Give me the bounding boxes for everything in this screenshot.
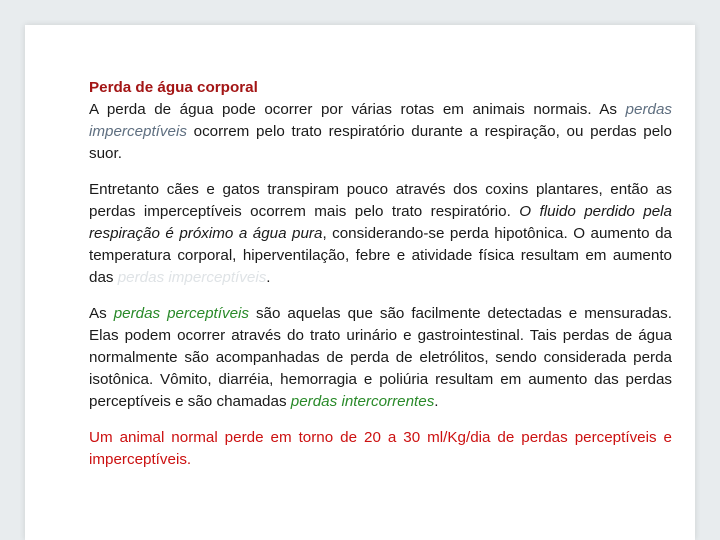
slide-content <box>89 77 672 471</box>
slide <box>25 25 695 540</box>
p1-rest: ocorrem pelo trato respiratório durante a respiração, ou perdas pelo suor. <box>89 123 672 162</box>
paragraph-3 <box>89 303 672 413</box>
p1-highlight: perdas imperceptíveis <box>89 101 672 140</box>
p3-intro: As <box>89 305 114 322</box>
paragraph-4: Um animal normal perde em torno de 20 a 30 ml/Kg/dia de perdas perceptíveis e imperceptíveis. <box>89 429 672 468</box>
slide-title: Perda de água corporal <box>89 79 258 96</box>
p2-italic: O fluido perdido pela respiração é próximo a água pura <box>89 203 672 242</box>
p3-highlight: perdas perceptíveis <box>113 305 249 322</box>
p2-faded: perdas imperceptíveis <box>117 269 267 286</box>
p2-middle: , considerando-se perda hipotônica. O aumento da temperatura corporal, hiperventilação, febre e atividade física resultam em aumento das <box>89 225 672 286</box>
p1-intro: A perda de água pode ocorrer por várias rotas em animais normais. As <box>89 101 626 118</box>
paragraph-2 <box>89 179 672 289</box>
p3-end: . <box>434 393 439 410</box>
p2-intro: Entretanto cães e gatos transpiram pouco através dos coxins plantares, então as perdas imperceptíveis ocorrem mais pelo trato respiratório. <box>89 181 672 220</box>
paragraph-1 <box>89 77 672 165</box>
p3-middle: são aquelas que são facilmente detectadas e mensuradas. Elas podem ocorrer através do trato urinário e gastrointestinal. Tais perdas de água normalmente são acompanhadas de perda de eletrólitos, sendo considerada perda isotônica. Vômito, diarréia, hemorragia e poliúria resultam em aumento das perdas perceptíveis e são chamadas <box>89 305 673 410</box>
p2-end: . <box>266 269 271 286</box>
p3-highlight-2: perdas intercorrentes <box>290 393 435 410</box>
